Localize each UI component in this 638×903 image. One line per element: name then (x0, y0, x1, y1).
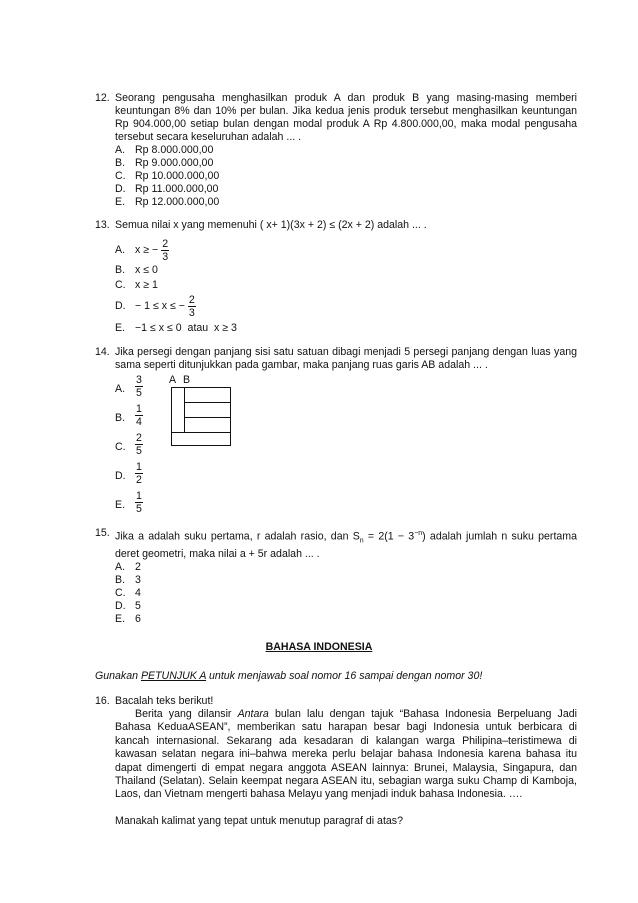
square-division-figure (167, 374, 233, 446)
instruction-text: untuk menjawab soal nomor 16 sampai dengan nomor 30! (206, 670, 483, 682)
option-value: 6 (135, 612, 141, 625)
numerator: 1 (136, 490, 142, 502)
label-b: B (183, 374, 191, 386)
option-letter: B. (115, 573, 126, 586)
option-prefix: − 1 ≤ x ≤ − (135, 300, 185, 312)
option-value: Rp 9.000.000,00 (135, 157, 214, 169)
option-value (135, 432, 143, 457)
question-number: 13. (95, 219, 110, 231)
numerator: 3 (136, 374, 142, 386)
option-c[interactable] (115, 587, 577, 600)
passage-text: bulan lalu dengan tajuk “Bahasa Indonesia Berpeluang Jadi Bahasa KeduaASEAN”, memberikan satu harapan besar bagi Indonesia untuk berbicara di kancah internasional. Sekarang ada kesadaran di kalangan warga Philipina–teristimewa di kawasan selatan negara ini–bahwa mereka perlu belajar bahasa Indonesia karena bahasa itu dapat dimengerti di empat negara anggota ASEAN lainnya: Brunei, Malaysia, Singapura, dan Thailand (Selatan). Selain keempat negara ASEAN itu, sebagian warga suku Champ di Kamboja, Laos, dan Vietnam mengerti bahasa Melayu yang menjadi induk bahasa Indonesia. …. (115, 708, 577, 801)
section-title: BAHASA INDONESIA (265, 641, 373, 653)
option-letter: C. (115, 441, 126, 453)
superscript: −n (414, 530, 423, 537)
denominator: 5 (136, 445, 142, 457)
option-prefix: x ≥ − (135, 244, 159, 256)
question-number: 15. (95, 527, 110, 539)
option-value: −1 ≤ x ≤ 0 atau x ≥ 3 (135, 322, 237, 334)
option-letter: D. (115, 300, 126, 312)
subscript: n (359, 537, 364, 545)
text-part: Jika a adalah suku pertama, r adalah rasio, dan S (115, 530, 360, 543)
option-value: 5 (135, 599, 141, 612)
numerator: 1 (136, 461, 142, 473)
option-d[interactable] (115, 183, 577, 196)
options-list (115, 144, 577, 209)
option-letter: E. (115, 322, 126, 334)
question-text: Seorang pengusaha menghasilkan produk A dan produk B yang masing-masing memberi keuntungan 8% dan 10% per bulan. Jika kedua jenis produk tersebut menghasilkan keuntungan Rp 904.000,00 setiap bulan dengan modal produk A Rp 4.800.000,00, maka modal pengusaha tersebut secara keseluruhan adalah ... . (115, 92, 577, 143)
option-letter: D. (115, 470, 126, 482)
option-value (135, 490, 143, 515)
question-number: 12. (95, 92, 110, 104)
option-c[interactable] (115, 279, 577, 292)
question-text (115, 527, 577, 561)
option-letter: A. (115, 383, 126, 395)
option-value (135, 403, 143, 428)
option-value: x ≤ 0 (135, 264, 158, 276)
option-letter: B. (115, 412, 126, 424)
denominator: 3 (188, 307, 195, 319)
denominator: 2 (136, 474, 142, 486)
numerator: 2 (136, 432, 142, 444)
option-a[interactable] (115, 144, 577, 157)
intro: Bacalah teks berikut! (115, 695, 214, 707)
options-list (115, 561, 577, 626)
option-letter: A. (115, 560, 126, 573)
option-value: Rp 12.000.000,00 (135, 196, 220, 208)
text-part: ) adalah jumlah n suku pertama deret geometri, maka nilai a + 5r adalah ... . (115, 530, 577, 560)
instruction-text: Gunakan (95, 670, 141, 682)
fraction (135, 461, 143, 486)
question-prompt: Manakah kalimat yang tepat untuk menutup paragraf di atas? (115, 814, 403, 827)
option-letter: A. (115, 244, 126, 256)
option-e[interactable] (115, 196, 577, 209)
denominator: 3 (162, 251, 169, 263)
option-value: Rp 11.000.000,00 (135, 183, 219, 195)
option-letter: B. (115, 157, 126, 169)
option-value: x ≥ 1 (135, 279, 158, 291)
numerator: 1 (136, 403, 142, 415)
option-letter: A. (115, 144, 126, 156)
option-b[interactable] (115, 157, 577, 170)
option-e[interactable] (115, 322, 577, 335)
fraction (161, 238, 169, 263)
denominator: 4 (136, 416, 142, 428)
instruction (95, 670, 482, 682)
numerator: 2 (162, 238, 169, 250)
option-value: 4 (135, 586, 141, 599)
question-15 (95, 527, 577, 626)
option-letter: D. (115, 183, 126, 195)
text-part: = 2(1 − 3 (363, 530, 415, 543)
option-a[interactable] (115, 238, 577, 264)
instruction-link: PETUNJUK A (140, 670, 207, 682)
option-b[interactable] (115, 574, 577, 587)
option-letter: E. (115, 499, 126, 511)
option-letter: C. (115, 586, 126, 599)
question-number: 16. (95, 695, 110, 707)
fraction (135, 374, 143, 399)
option-d[interactable] (115, 600, 577, 613)
option-value (135, 374, 143, 399)
label-a: A (169, 374, 177, 386)
question-12 (95, 92, 577, 209)
option-letter: D. (115, 599, 126, 612)
option-d[interactable] (115, 294, 577, 320)
passage (115, 708, 577, 802)
option-e[interactable] (115, 613, 577, 626)
question-text: Jika persegi dengan panjang sisi satu satuan dibagi menjadi 5 persegi panjang dengan luas yang sama seperti ditunjukkan pada gambar, maka panjang ruas garis AB adalah ... . (115, 346, 577, 371)
option-value: 3 (135, 573, 141, 586)
option-letter: C. (115, 279, 126, 291)
option-letter: E. (115, 612, 126, 625)
option-value: Rp 8.000.000,00 (135, 144, 214, 156)
passage-text: Berita yang dilansir (135, 708, 238, 720)
denominator: 5 (136, 387, 142, 399)
option-value (135, 461, 143, 486)
option-e[interactable] (115, 490, 577, 519)
option-value: 2 (135, 560, 141, 573)
option-letter: E. (115, 196, 126, 208)
question-text: Semua nilai x yang memenuhi ( x+ 1)(3x + 2) ≤ (2x + 2) adalah ... . (115, 219, 427, 231)
option-value: Rp 10.000.000,00 (135, 170, 220, 182)
option-a[interactable] (115, 561, 577, 574)
outer-square (172, 388, 231, 446)
question-number: 14. (95, 346, 110, 358)
question-14 (95, 346, 577, 519)
option-d[interactable] (115, 461, 577, 490)
numerator: 2 (188, 294, 195, 306)
fraction (188, 294, 196, 319)
option-b[interactable] (115, 264, 577, 277)
passage-italic: Antara (237, 708, 269, 720)
question-13 (95, 219, 577, 335)
fraction (135, 432, 143, 457)
question-16 (95, 695, 577, 828)
option-letter: C. (115, 170, 126, 182)
option-c[interactable] (115, 170, 577, 183)
option-letter: B. (115, 264, 126, 276)
fraction (135, 490, 143, 515)
denominator: 5 (136, 503, 142, 515)
fraction (135, 403, 143, 428)
